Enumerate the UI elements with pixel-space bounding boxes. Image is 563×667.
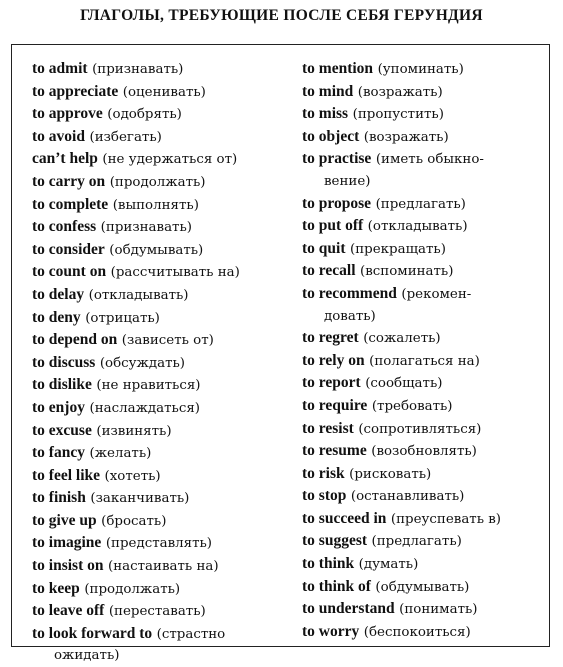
verb-text: to give up (32, 511, 97, 529)
verb-translation: (признавать) (92, 62, 184, 77)
verb-entry (302, 283, 542, 327)
verb-text: to object (302, 127, 360, 145)
verb-entry (302, 350, 542, 373)
verb-translation: (полагаться на) (369, 353, 480, 369)
verb-entry (302, 126, 542, 149)
verb-translation: (извинять) (96, 423, 172, 439)
verb-translation: (представлять) (105, 536, 213, 552)
verb-text: to excuse (32, 421, 92, 439)
verb-text: to appreciate (32, 82, 119, 100)
verb-translation: (хотеть) (104, 468, 161, 484)
verb-entry (302, 327, 542, 350)
verb-entry (32, 81, 304, 104)
verb-translation: (зависеть от) (121, 333, 214, 349)
verb-entry (32, 284, 304, 307)
verb-translation: (пропустить) (352, 107, 444, 123)
verb-text: to avoid (32, 127, 85, 145)
left-column (32, 58, 304, 667)
verb-entry (302, 576, 542, 599)
verb-entry (302, 485, 542, 508)
verb-translation: (не нравиться) (96, 378, 201, 394)
verb-translation: (откладывать) (367, 219, 468, 235)
verb-translation: (прекращать) (350, 241, 446, 257)
verb-translation: (настаивать на) (108, 559, 219, 575)
verb-text: to feel like (32, 466, 101, 484)
verb-entry (32, 487, 304, 510)
verb-translation: (заканчивать) (90, 491, 190, 507)
verb-text: to depend on (32, 331, 118, 349)
verb-translation: (рисковать) (349, 466, 432, 482)
verb-translation: (переставать) (108, 604, 206, 620)
verb-text: to miss (302, 105, 349, 123)
verb-entry (302, 372, 542, 395)
verb-translation: (откладывать) (88, 287, 189, 303)
verb-entry (32, 352, 304, 375)
verb-entry (32, 623, 304, 667)
verb-text: to consider (32, 240, 105, 258)
verb-translation: (думать) (358, 557, 419, 573)
verb-text: to dislike (32, 376, 92, 394)
verb-text: to resist (302, 419, 354, 437)
verb-translation: (преуспевать в) (390, 511, 502, 527)
verb-translation: (сопротивляться) (358, 421, 482, 437)
verb-text: to mind (302, 82, 354, 100)
verb-text: to recommend (302, 284, 397, 302)
verb-translation: (сообщать) (365, 376, 443, 392)
verb-entry (32, 510, 304, 533)
verb-entry (302, 598, 542, 621)
verb-entry (32, 420, 304, 443)
verb-entry (302, 215, 542, 238)
verb-entry (302, 440, 542, 463)
verb-translation: (бросать) (101, 513, 167, 529)
verb-entry (32, 261, 304, 284)
verb-translation: (наслаждаться) (89, 400, 201, 416)
verb-entry (302, 508, 542, 531)
verb-text: to count on (32, 263, 107, 281)
verb-text: to recall (302, 262, 356, 280)
verb-translation: (рекомен- (401, 286, 472, 302)
verb-entry (302, 103, 542, 126)
verb-entry (32, 397, 304, 420)
verb-text: to require (302, 396, 368, 414)
verb-entry (32, 148, 304, 171)
verb-translation: (одобрять) (107, 107, 182, 123)
verb-translation: (обдумывать) (375, 579, 470, 595)
verb-text: to carry on (32, 172, 106, 190)
verb-text: to confess (32, 218, 97, 236)
verb-text: to practise (302, 150, 372, 168)
verb-text: to report (302, 374, 361, 392)
verb-entry (302, 58, 542, 81)
verb-text: to quit (302, 239, 346, 257)
verb-table (11, 44, 550, 664)
verb-text: to insist on (32, 557, 104, 575)
verb-text: to deny (32, 308, 81, 326)
verb-text: to enjoy (32, 398, 85, 416)
verb-entry (32, 329, 304, 352)
verb-translation: (возобновлять) (371, 444, 477, 460)
verb-entry (32, 103, 304, 126)
verb-text: to fancy (32, 444, 85, 462)
verb-entry (302, 193, 542, 216)
right-column (302, 58, 542, 643)
verb-text: to admit (32, 60, 88, 77)
verb-entry (302, 148, 542, 192)
verb-entry (32, 194, 304, 217)
verb-translation: (упоминать) (377, 62, 464, 77)
verb-entry (302, 238, 542, 261)
page-title: ГЛАГОЛЫ, ТРЕБУЮЩИЕ ПОСЛЕ СЕБЯ ГЕРУНДИЯ (80, 7, 483, 24)
verb-translation: (рассчитывать на) (110, 265, 240, 281)
verb-translation-continuation: ожидать) (54, 648, 120, 664)
verb-translation-continuation: довать) (324, 308, 376, 324)
verb-translation: (требовать) (371, 398, 453, 414)
verb-translation: (предлагать) (371, 534, 462, 550)
verb-text: can’t help (32, 150, 98, 168)
verb-translation: (оценивать) (122, 84, 206, 100)
verb-text: to keep (32, 579, 80, 597)
verb-translation: (не удержаться от) (102, 152, 238, 168)
verb-entry (32, 578, 304, 601)
verb-entry (32, 555, 304, 578)
verb-text: to think (302, 555, 355, 573)
verb-entry (32, 239, 304, 262)
verb-entry (32, 126, 304, 149)
verb-entry (302, 260, 542, 283)
verb-entry (32, 532, 304, 555)
verb-translation: (вспоминать) (360, 264, 454, 280)
verb-entry (302, 81, 542, 104)
verb-entry (302, 530, 542, 553)
verb-text: to complete (32, 195, 109, 213)
verb-text: to rely on (302, 351, 365, 369)
verb-text: to imagine (32, 534, 102, 552)
verb-text: to delay (32, 285, 85, 303)
verb-translation: (останавливать) (350, 489, 465, 505)
verb-text: to regret (302, 329, 359, 347)
verb-entry (302, 553, 542, 576)
verb-text: to discuss (32, 353, 96, 371)
verb-translation: (обсуждать) (99, 355, 186, 371)
verb-text: to think of (302, 577, 371, 595)
verb-translation: (сожалеть) (363, 331, 441, 347)
verb-translation: (продолжать) (84, 581, 181, 597)
verb-entry (32, 307, 304, 330)
verb-translation: (выполнять) (112, 197, 199, 213)
verb-translation: (иметь обыкно- (375, 152, 484, 168)
verb-entry (302, 418, 542, 441)
verb-entry (302, 463, 542, 486)
verb-entry (32, 216, 304, 239)
verb-text: to resume (302, 442, 367, 460)
verb-text: to finish (32, 489, 86, 507)
verb-translation: (предлагать) (375, 196, 466, 212)
verb-translation: (понимать) (399, 602, 478, 618)
verb-entry (302, 621, 542, 644)
verb-translation: (избегать) (89, 129, 162, 145)
verb-translation: (беспокоиться) (363, 624, 471, 640)
verb-text: to mention (302, 60, 374, 77)
verb-text: to approve (32, 105, 103, 123)
verb-translation: (страстно (156, 626, 226, 642)
verb-entry (32, 600, 304, 623)
verb-translation: (обдумывать) (109, 242, 204, 258)
verb-entry (32, 465, 304, 488)
verb-entry (302, 395, 542, 418)
verb-entry (32, 442, 304, 465)
verb-text: to understand (302, 600, 395, 618)
verb-translation: (отрицать) (85, 310, 160, 326)
verb-translation: (возражать) (357, 84, 443, 100)
verb-text: to risk (302, 464, 345, 482)
verb-translation: (возражать) (363, 129, 449, 145)
verb-entry (32, 58, 304, 81)
verb-text: to stop (302, 487, 347, 505)
verb-text: to succeed in (302, 509, 387, 527)
verb-text: to suggest (302, 532, 368, 550)
verb-text: to leave off (32, 602, 105, 620)
verb-entry (32, 374, 304, 397)
verb-text: to worry (302, 622, 360, 640)
verb-translation: (желать) (89, 446, 152, 462)
verb-translation: (продолжать) (109, 174, 206, 190)
verb-text: to look forward to (32, 624, 153, 642)
verb-entry (32, 171, 304, 194)
verb-translation: (признавать) (100, 220, 192, 236)
verb-text: to propose (302, 194, 372, 212)
verb-translation-continuation: вение) (324, 173, 371, 189)
verb-text: to put off (302, 217, 364, 235)
